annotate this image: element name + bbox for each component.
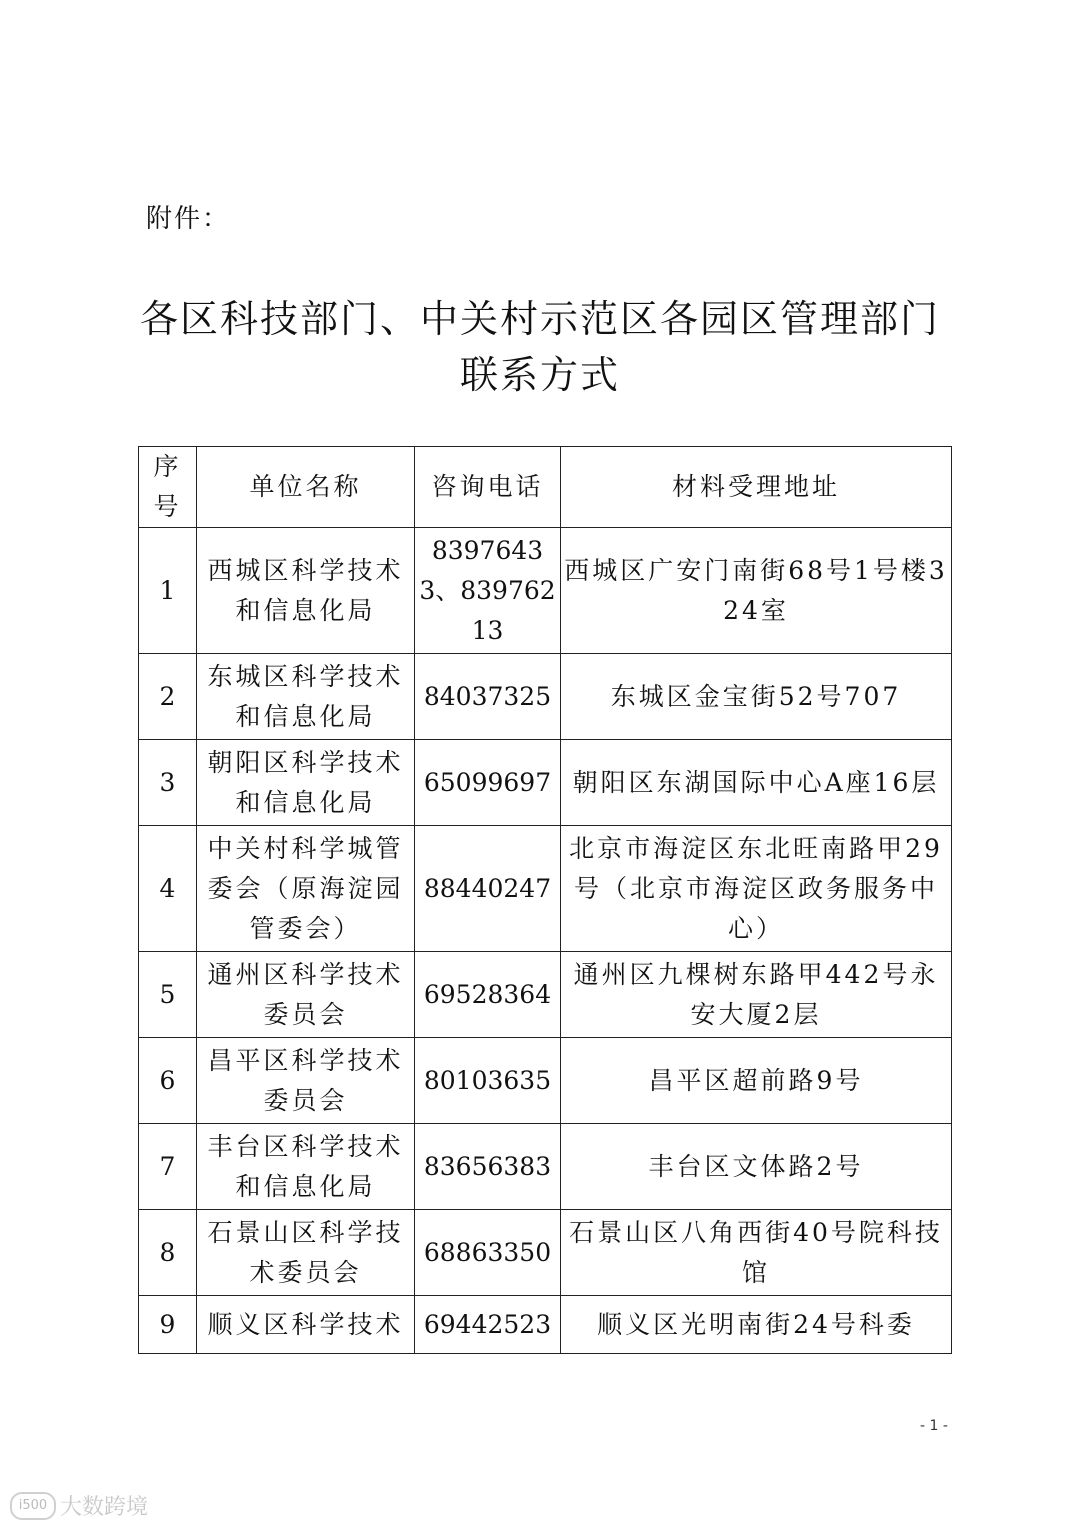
row-address: 西城区广安门南街68号1号楼324室: [561, 528, 952, 654]
header-num: 序号: [139, 447, 197, 528]
table-row: [139, 1038, 952, 1124]
row-address: 朝阳区东湖国际中心A座16层: [561, 740, 952, 826]
row-name: 通州区科学技术委员会: [197, 952, 415, 1038]
row-address: 北京市海淀区东北旺南路甲29号（北京市海淀区政务服务中心）: [561, 826, 952, 952]
row-num: 3: [139, 740, 197, 826]
row-name: 丰台区科学技术和信息化局: [197, 1124, 415, 1210]
row-num: 9: [139, 1296, 197, 1354]
table-row: [139, 826, 952, 952]
row-num: 8: [139, 1210, 197, 1296]
row-address: 东城区金宝街52号707: [561, 654, 952, 740]
row-phone: 88440247: [415, 826, 561, 952]
row-phone: 83656383: [415, 1124, 561, 1210]
table-row: [139, 528, 952, 654]
row-num: 1: [139, 528, 197, 654]
document-title-line1: 各区科技部门、中关村示范区各园区管理部门: [139, 297, 940, 341]
row-name: 昌平区科学技术委员会: [197, 1038, 415, 1124]
row-num: 2: [139, 654, 197, 740]
row-name: 顺义区科学技术: [197, 1296, 415, 1354]
table-header-row: [139, 447, 952, 528]
row-phone: 65099697: [415, 740, 561, 826]
table-row: [139, 1124, 952, 1210]
watermark: [10, 1490, 148, 1521]
row-name: 中关村科学城管委会（原海淀园管委会）: [197, 826, 415, 952]
row-num: 7: [139, 1124, 197, 1210]
watermark-logo-icon: i500: [10, 1492, 56, 1520]
document-title-line2: 联系方式: [459, 353, 620, 397]
row-address: 昌平区超前路9号: [561, 1038, 952, 1124]
header-name: 单位名称: [197, 447, 415, 528]
row-phone: 80103635: [415, 1038, 561, 1124]
row-name: 石景山区科学技术委员会: [197, 1210, 415, 1296]
row-phone: 84037325: [415, 654, 561, 740]
row-address: 顺义区光明南街24号科委: [561, 1296, 952, 1354]
row-address: 通州区九棵树东路甲442号永安大厦2层: [561, 952, 952, 1038]
row-num: 6: [139, 1038, 197, 1124]
row-phone: 69528364: [415, 952, 561, 1038]
row-phone: 68863350: [415, 1210, 561, 1296]
table-row: [139, 654, 952, 740]
header-phone: 咨询电话: [415, 447, 561, 528]
attachment-label: 附件：: [146, 204, 231, 234]
table-row: [139, 1210, 952, 1296]
table-row: [139, 1296, 952, 1354]
row-phone: 69442523: [415, 1296, 561, 1354]
watermark-text: 大数跨境: [60, 1495, 149, 1520]
row-address: 石景山区八角西街40号院科技馆: [561, 1210, 952, 1296]
row-phone: 83976433、83976213: [415, 528, 561, 654]
table-row: [139, 952, 952, 1038]
row-num: 4: [139, 826, 197, 952]
row-name: 朝阳区科学技术和信息化局: [197, 740, 415, 826]
row-address: 丰台区文体路2号: [561, 1124, 952, 1210]
row-name: 东城区科学技术和信息化局: [197, 654, 415, 740]
page-number: - 1 -: [920, 1418, 948, 1434]
row-name: 西城区科学技术和信息化局: [197, 528, 415, 654]
header-address: 材料受理地址: [561, 447, 952, 528]
contacts-table: [138, 446, 952, 1354]
row-num: 5: [139, 952, 197, 1038]
table-row: [139, 740, 952, 826]
